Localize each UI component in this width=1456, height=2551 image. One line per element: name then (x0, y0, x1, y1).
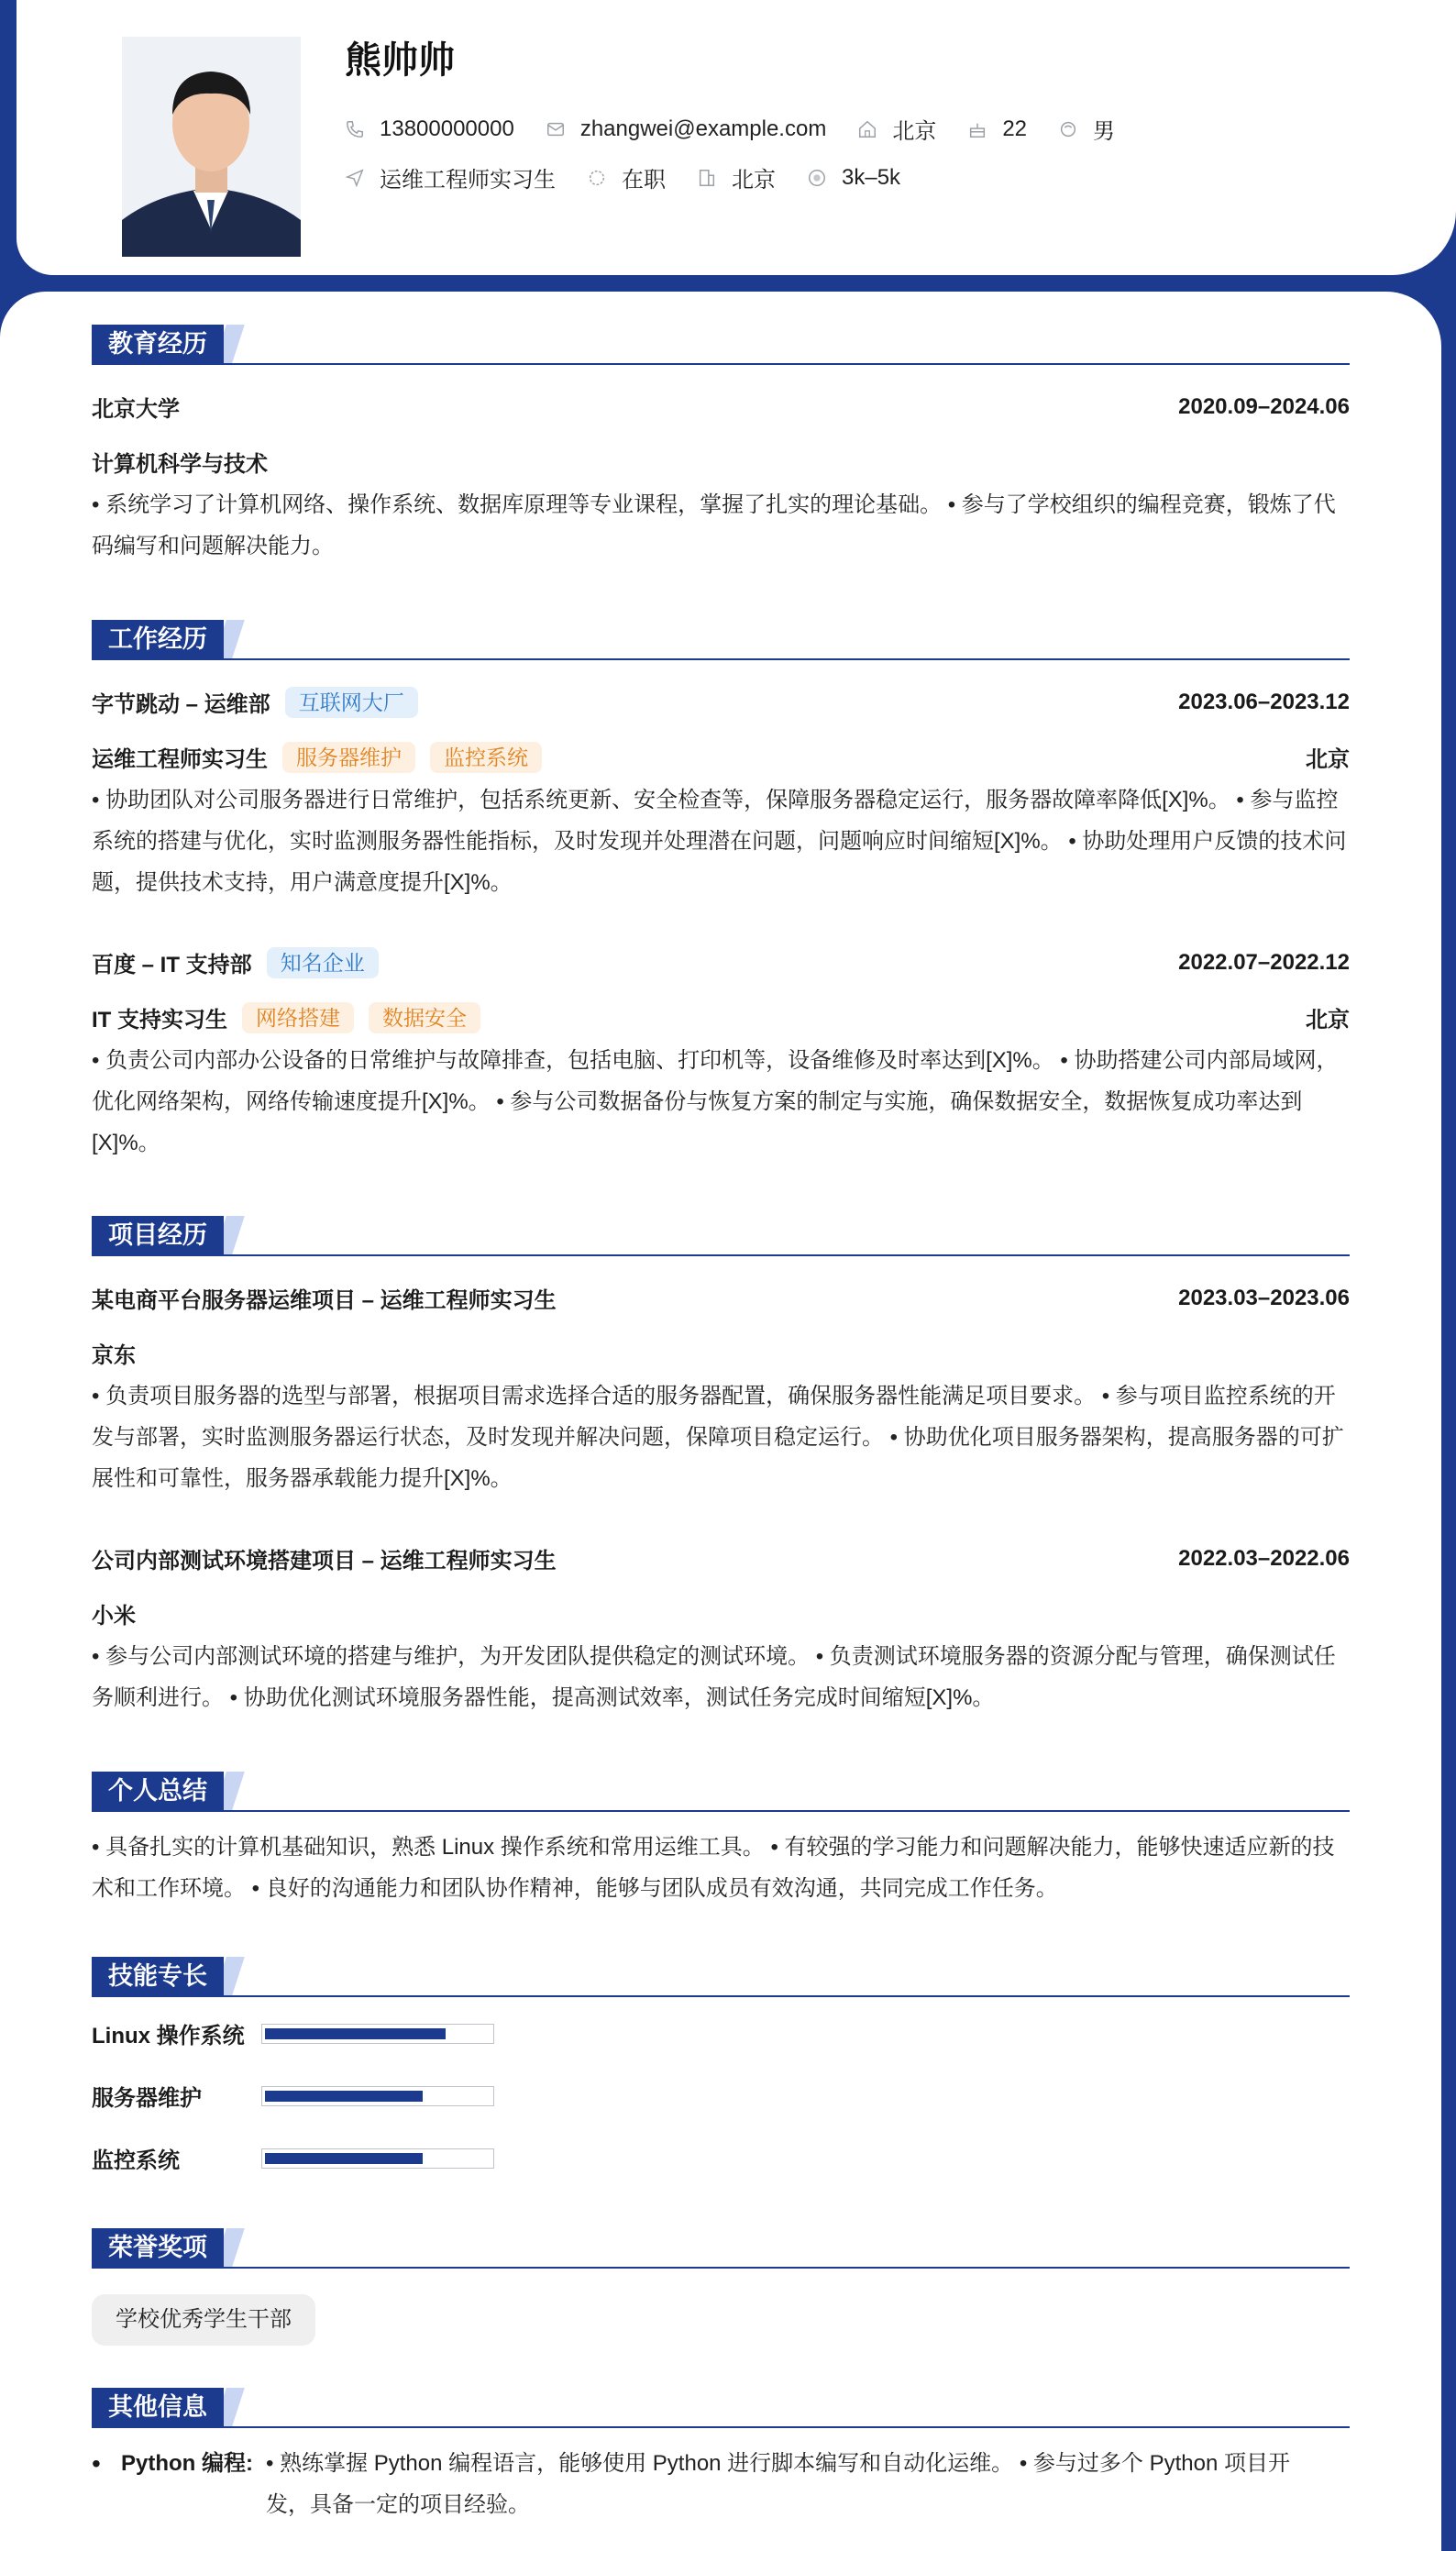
role-tag: 服务器维护 (282, 742, 415, 773)
skill-item (92, 2017, 494, 2049)
target-city-text: 北京 (732, 168, 776, 193)
major-row (92, 446, 1350, 478)
work-period: 2023.06–2023.12 (1178, 689, 1350, 714)
role-name: 运维工程师实习生 (92, 747, 268, 772)
other-key: Python 编程: (121, 2451, 253, 2476)
age-item (967, 116, 1027, 142)
role-tag: 网络搭建 (242, 1002, 354, 1033)
project-name: 某电商平台服务器运维项目 – 运维工程师实习生 (92, 1288, 557, 1313)
honor-badge: 学校优秀学生干部 (92, 2294, 315, 2346)
skill-level-fill (265, 2091, 423, 2102)
coin-icon (807, 168, 827, 188)
honors-section (92, 2228, 1350, 2332)
section-title (92, 1957, 1350, 1997)
other-value: • 熟练掌握 Python 编程语言，能够使用 Python 进行脚本编写和自动化运维。 • 参与过多个 Python 项目开发，具备一定的项目经验。 (266, 2451, 1290, 2517)
project-org-row (92, 1597, 1350, 1629)
skill-name: Linux 操作系统 (92, 2024, 245, 2049)
age-text: 22 (1002, 116, 1028, 141)
email-item (546, 116, 827, 142)
section-title-label: 技能专长 (92, 1957, 224, 1995)
role-tag: 监控系统 (430, 742, 542, 773)
home-icon (857, 119, 877, 139)
project-org: 小米 (92, 1604, 136, 1629)
email-text: zhangwei@example.com (579, 116, 827, 141)
skill-name: 监控系统 (92, 2148, 180, 2173)
section-title-label: 工作经历 (92, 620, 224, 658)
project-org: 京东 (92, 1343, 136, 1368)
projects-section (92, 1216, 1350, 1710)
section-title (92, 620, 1350, 660)
salary-text: 3k–5k (842, 164, 901, 190)
section-title-label: 个人总结 (92, 1772, 224, 1810)
status-text: 在职 (622, 168, 666, 193)
work-role-row (92, 1001, 1350, 1033)
candidate-name: 熊帅帅 (345, 40, 455, 81)
skill-level-bar (261, 2148, 494, 2169)
company-name: 字节跳动 – 运维部 (92, 692, 270, 717)
work-location: 北京 (1306, 1008, 1350, 1033)
city-text: 北京 (892, 119, 937, 144)
city-item (857, 113, 936, 145)
project-org-row (92, 1337, 1350, 1369)
mail-icon (546, 119, 566, 139)
company-name: 百度 – IT 支持部 (92, 953, 252, 977)
skill-level-fill (265, 2028, 446, 2039)
gender-item (1058, 113, 1115, 145)
other-item (92, 2443, 1350, 2525)
phone-icon (345, 119, 365, 139)
work-company-row (92, 946, 1350, 978)
job-target-text: 运维工程师实习生 (380, 168, 556, 193)
status-item (587, 161, 666, 193)
work-section (92, 620, 1350, 1155)
summary-text: • 具备扎实的计算机基础知识，熟悉 Linux 操作系统和常用运维工具。 • 有较强的学习能力和问题解决能力，能够快速适应新的技术和工作环境。 • 良好的沟通能力和团队协作精神，能够与团队成员有效沟通，共同完成工作任务。 (92, 1835, 1335, 1901)
building-icon (697, 168, 717, 188)
profile-header (17, 0, 1456, 275)
skill-level-bar (261, 2024, 494, 2044)
education-section (92, 325, 1350, 558)
company-tag: 互联网大厂 (285, 687, 418, 718)
section-title (92, 1216, 1350, 1256)
work-description: • 协助团队对公司服务器进行日常维护，包括系统更新、安全检查等，保障服务器稳定运行，服务器故障率降低[X]%。 • 参与监控系统的搭建与优化，实时监测服务器性能指标，及时发现并处理潜在问题，问题响应时间缩短[X]%。 • 协助处理用户反馈的技术问题，提供技术支持，用户满意度提升[X]%。 (92, 788, 1347, 895)
skill-level-fill (265, 2153, 423, 2164)
project-row (92, 1542, 1350, 1574)
project-row (92, 1282, 1350, 1314)
target-city-item (697, 161, 776, 193)
other-section (92, 2388, 1350, 2517)
section-title-label: 荣誉奖项 (92, 2228, 224, 2267)
section-title-label: 其他信息 (92, 2388, 224, 2426)
education-description: • 系统学习了计算机网络、操作系统、数据库原理等专业课程，掌握了扎实的理论基础。 • 参与了学校组织的编程竞赛，锻炼了代码编写和问题解决能力。 (92, 492, 1336, 558)
project-name: 公司内部测试环境搭建项目 – 运维工程师实习生 (92, 1549, 557, 1574)
section-title (92, 2228, 1350, 2269)
gender-text: 男 (1093, 119, 1116, 144)
section-title (92, 2388, 1350, 2428)
send-icon (345, 168, 365, 188)
skills-section (92, 1957, 1350, 2173)
role-tag: 数据安全 (369, 1002, 480, 1033)
education-period: 2020.09–2024.06 (1178, 393, 1350, 419)
education-row (92, 391, 1350, 423)
project-description: • 负责项目服务器的选型与部署，根据项目需求选择合适的服务器配置，确保服务器性能满足项目要求。 • 参与项目监控系统的开发与部署，实时监测服务器运行状态，及时发现并解决问题，保障项目稳定运行。 • 协助优化项目服务器架构，提高服务器的可扩展性和可靠性，服务器承载能力提升[X]%。 (92, 1384, 1344, 1491)
section-title-label: 教育经历 (92, 325, 224, 363)
phone-item (345, 116, 514, 142)
bullet-icon: • (92, 2449, 101, 2478)
school-name: 北京大学 (92, 397, 180, 422)
section-title (92, 325, 1350, 365)
section-title-label: 项目经历 (92, 1216, 224, 1254)
company-tag: 知名企业 (267, 947, 379, 978)
skill-item (92, 2142, 494, 2174)
gender-icon (1058, 119, 1078, 139)
project-period: 2023.03–2023.06 (1178, 1285, 1350, 1310)
role-name: IT 支持实习生 (92, 1008, 227, 1033)
phone-text: 13800000000 (380, 116, 514, 141)
work-company-row (92, 686, 1350, 718)
job-intention-row (345, 161, 932, 193)
work-description: • 负责公司内部办公设备的日常维护与故障排查，包括电脑、打印机等，设备维修及时率达到[X]%。 • 协助搭建公司内部局域网，优化网络架构，网络传输速度提升[X]%。 • 参与公司数据备份与恢复方案的制定与实施，确保数据安全，数据恢复成功率达到[X]%。 (92, 1048, 1339, 1155)
job-target-item (345, 161, 556, 193)
skill-item (92, 2080, 494, 2112)
major-name: 计算机科学与技术 (92, 452, 268, 477)
cake-icon (967, 119, 987, 139)
work-role-row (92, 741, 1350, 773)
skill-name: 服务器维护 (92, 2086, 202, 2111)
work-location: 北京 (1306, 747, 1350, 772)
summary-section (92, 1772, 1350, 1901)
avatar (122, 37, 301, 257)
project-description: • 参与公司内部测试环境的搭建与维护，为开发团队提供稳定的测试环境。 • 负责测试环境服务器的资源分配与管理，确保测试任务顺利进行。 • 协助优化测试环境服务器性能，提高测试效率，测试任务完成时间缩短[X]%。 (92, 1644, 1336, 1710)
resume-body (0, 292, 1441, 2551)
skill-level-bar (261, 2086, 494, 2106)
status-icon (587, 168, 607, 188)
salary-item (807, 165, 900, 191)
section-title (92, 1772, 1350, 1812)
work-period: 2022.07–2022.12 (1178, 949, 1350, 975)
project-period: 2022.03–2022.06 (1178, 1545, 1350, 1571)
contact-row (345, 113, 1146, 145)
